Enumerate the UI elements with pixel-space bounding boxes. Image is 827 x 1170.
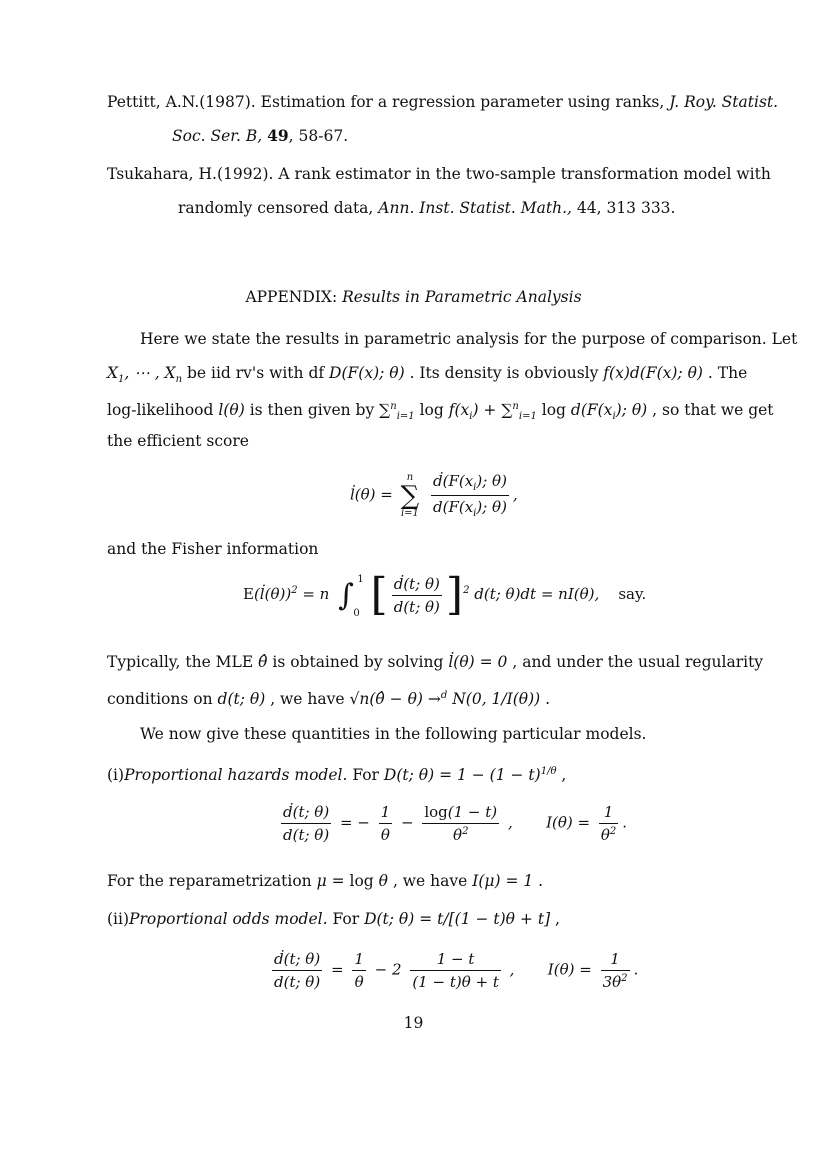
paragraph-intro-line1: Here we state the results in parametric analysis for the purpose of comparison. Let <box>140 330 798 348</box>
reference-pettitt-line2: Soc. Ser. B, 49, 58-67. <box>172 126 349 145</box>
math-d-t-theta: d(t; θ) <box>217 690 266 709</box>
math-ph-df: D(t; $\theta) = 1 - (1 - t)^{1/\theta}$ <box>383 766 557 785</box>
reference-tsukahara-line1: Tsukahara, H.(1992). A rank estimator in the two-sample transformation model with <box>107 165 771 183</box>
page-number: 19 <box>403 1014 424 1032</box>
math-x-sequence: $X_1$, ⋯ , $X_n$ <box>107 364 183 386</box>
appendix-heading: APPENDIX: Results in Parametric Analysis <box>245 288 582 306</box>
equation-efficient-score: l̇(θ) = n ∑ i=1 $\frac{ḋ(F(x_i); \theta)}{d(F(x_i); \theta)}$ , <box>350 471 518 519</box>
math-po-df: D(t; θ) = t/[(1 − t)θ + t] <box>364 910 551 928</box>
paragraph-mle-line2: conditions on d(t; θ) , we have √n(θ̂ − θ) →$^d$ N(0, 1/I(θ)) . <box>107 690 551 709</box>
math-score-zero: l̇(θ) = 0 <box>448 653 508 671</box>
reference-pettitt-line1: Pettitt, A.N.(1987). Estimation for a regression parameter using ranks, J. Roy. Statist. <box>107 93 779 111</box>
paragraph-intro-line4: the efficient score <box>107 432 249 450</box>
reference-tsukahara-line2: randomly censored data, Ann. Inst. Statist. Math., 44, 313 333. <box>178 199 676 217</box>
equation-po-score: $\frac{\text{ḋ(t; θ)}}{d(t; \theta)}$ = $\frac{1}{\theta}$ − 2 $\frac{1 - t}{(1 - t)\theta + t}$ , I(θ) = $\frac{1}{3\theta^2}$ . <box>274 950 639 991</box>
paragraph-intro-line2: $X_1$, ⋯ , $X_n$ be iid rv's with df D(F(x); θ) . Its density is obviously f(x)d(F(x); θ) . The <box>107 364 748 386</box>
math-asymptotic-normality: √n(θ̂ − θ) →$^d$ N(0, 1/I(θ)) <box>349 690 541 709</box>
math-df: D(F(x); θ) <box>329 364 405 382</box>
models-intro: We now give these quantities in the following particular models. <box>140 725 647 743</box>
reparametrization: For the reparametrization μ = log θ , we have I(μ) = 1 . <box>107 872 544 890</box>
paragraph-mle-line1: Typically, the MLE θ̂ is obtained by solving l̇(θ) = 0 , and under the usual regularity <box>107 653 764 671</box>
equation-ph-score: $\frac{\text{ḋ(t; θ)}}{d(t; \theta)}$ = − $\frac{1}{\theta}$ − $\frac{\log(1 - t)}{\theta^2}$ , I(θ) = $\frac{1}{\theta^2}$ . <box>283 803 628 844</box>
paragraph-intro-line3: log-likelihood l(θ) is then given by ∑$^n_{i=1}$ $\log f(x_i) + \sum^n_{i=1}$ $\log d(F(x_i)$; θ) , so that we get <box>107 401 774 423</box>
math-theta-hat: θ̂ <box>258 653 268 671</box>
math-loglik-sum: ∑$^n_{i=1}$ $\log f(x_i) + \sum^n_{i=1}$ $\log d(F(x_i)$; θ) <box>379 401 648 423</box>
math-i-mu: I(μ) = 1 <box>472 872 534 890</box>
math-density: f(x)d(F(x); θ) <box>603 364 703 382</box>
fisher-intro: and the Fisher information <box>107 540 319 558</box>
model-proportional-hazards: (i)Proportional hazards model. For D(t; $\theta) = 1 - (1 - t)^{1/\theta}$ , <box>107 766 567 785</box>
math-loglik: l(θ) <box>218 401 245 420</box>
model-proportional-odds: (ii)Proportional odds model. For D(t; θ) = t/[(1 − t)θ + t] , <box>107 910 560 928</box>
math-mu: μ = log θ <box>316 872 388 890</box>
equation-fisher-information: E(l̇(θ))$^2$ = n ∫ 1 0 [ $\frac{\text{ḋ(t; θ)}}{d(t; \theta)}$ ]$^2$ d(t; θ)dt = nI(θ), say. <box>243 569 647 620</box>
